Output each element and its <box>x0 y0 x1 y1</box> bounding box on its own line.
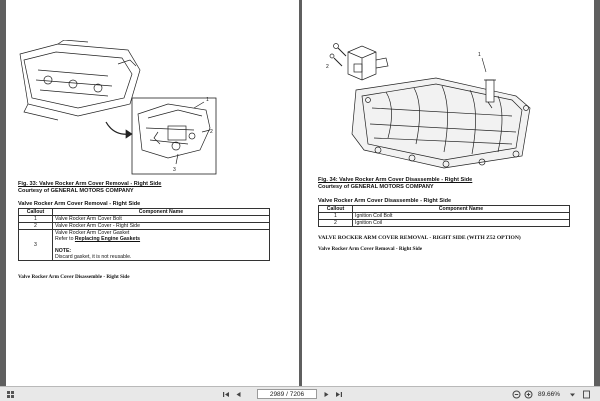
refer-prefix: Refer to <box>55 236 75 242</box>
document-page-left <box>6 0 299 386</box>
callout-label: 1 <box>206 97 209 103</box>
component-cell <box>53 230 270 261</box>
replacing-engine-gaskets-link[interactable]: Replacing Engine Gaskets <box>74 236 141 242</box>
note-label: NOTE: <box>55 248 72 254</box>
callout-cell: 3 <box>19 230 53 261</box>
table-row <box>19 230 270 261</box>
viewer-status-bar <box>0 386 600 401</box>
component-cell: Ignition Coil Bolt <box>353 213 570 220</box>
table-row <box>19 223 270 230</box>
last-page-icon[interactable] <box>334 390 343 399</box>
document-page-right <box>302 0 594 386</box>
column-header: Component Name <box>53 209 270 216</box>
figure-caption: Fig. 34: Valve Rocker Arm Cover Disassemble - Right Side <box>318 177 473 183</box>
component-name: Valve Rocker Arm Cover Gasket <box>55 230 130 236</box>
callout-label: 1 <box>478 52 481 58</box>
callout-label: 2 <box>326 64 329 70</box>
previous-page-icon[interactable] <box>234 390 243 399</box>
component-cell: Valve Rocker Arm Cover Bolt <box>53 216 270 223</box>
first-page-icon[interactable] <box>222 390 231 399</box>
callout-label: 3 <box>173 167 176 173</box>
callout-label: 2 <box>210 129 213 135</box>
callout-cell: 1 <box>319 213 353 220</box>
next-page-icon[interactable] <box>322 390 331 399</box>
grid-view-icon[interactable] <box>6 390 15 399</box>
callout-table <box>318 205 570 227</box>
page-number-input[interactable]: 2989 / 7206 <box>257 389 317 399</box>
component-cell: Ignition Coil <box>353 220 570 227</box>
zoom-in-icon[interactable] <box>524 390 533 399</box>
component-cell: Valve Rocker Arm Cover - Right Side <box>53 223 270 230</box>
column-header: Callout <box>319 206 353 213</box>
zoom-out-icon[interactable] <box>512 390 521 399</box>
table-header-row <box>319 206 570 213</box>
courtesy-text: Courtesy of GENERAL MOTORS COMPANY <box>18 187 134 194</box>
figure-caption-block <box>318 177 472 190</box>
figure-caption-block <box>18 181 161 194</box>
column-header: Component Name <box>353 206 570 213</box>
table-title: Valve Rocker Arm Cover Disassemble - Right Side <box>318 198 452 204</box>
zoom-dropdown-icon[interactable] <box>568 390 577 399</box>
figure-34-illustration <box>316 38 546 170</box>
callout-cell: 2 <box>19 223 53 230</box>
section-heading: Valve Rocker Arm Cover Disassemble - Right Side <box>18 274 130 280</box>
callout-cell: 1 <box>19 216 53 223</box>
fit-page-icon[interactable] <box>582 390 591 399</box>
courtesy-text: Courtesy of GENERAL MOTORS COMPANY <box>318 183 434 190</box>
callout-cell: 2 <box>319 220 353 227</box>
section-heading: VALVE ROCKER ARM COVER REMOVAL - RIGHT SIDE (WITH Z52 OPTION) <box>318 235 521 241</box>
figure-caption: Fig. 33: Valve Rocker Arm Cover Removal - Right Side <box>18 181 162 187</box>
zoom-level[interactable]: 89.66% <box>538 391 561 398</box>
table-row <box>319 213 570 220</box>
table-header-row <box>19 209 270 216</box>
sub-heading: Valve Rocker Arm Cover Removal - Right Side <box>318 246 423 252</box>
table-row <box>319 220 570 227</box>
column-header: Callout <box>19 209 53 216</box>
table-title: Valve Rocker Arm Cover Removal - Right Side <box>18 201 141 207</box>
table-row <box>19 216 270 223</box>
note-text: Discard gasket, it is not reusable. <box>55 254 132 260</box>
callout-table <box>18 208 270 261</box>
figure-33-illustration <box>18 40 218 176</box>
